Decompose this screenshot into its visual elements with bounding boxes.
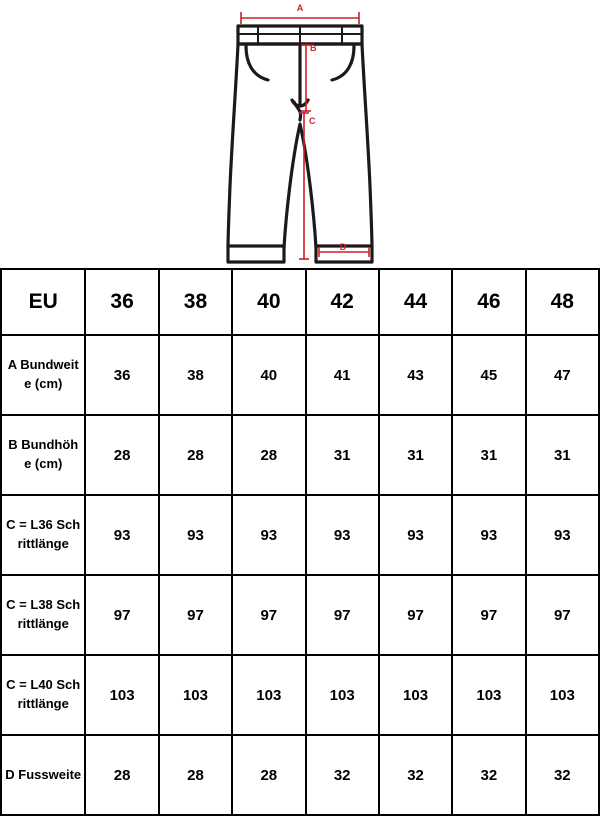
size-table bbox=[0, 268, 600, 816]
header-size-48: 48 bbox=[526, 269, 599, 335]
row-label-fussweite: D Fussweite bbox=[1, 735, 85, 815]
measurement-lines bbox=[241, 12, 369, 260]
cell-l36-38: 93 bbox=[159, 495, 232, 575]
cell-bundweite-38: 38 bbox=[159, 335, 232, 415]
cell-l40-46: 103 bbox=[452, 655, 525, 735]
cell-l36-46: 93 bbox=[452, 495, 525, 575]
cell-l38-38: 97 bbox=[159, 575, 232, 655]
cell-bundweite-42: 41 bbox=[306, 335, 379, 415]
cell-l40-44: 103 bbox=[379, 655, 452, 735]
label-C: C bbox=[309, 116, 316, 126]
cell-fussweite-42: 32 bbox=[306, 735, 379, 815]
cell-bundweite-40: 40 bbox=[232, 335, 305, 415]
cell-l40-38: 103 bbox=[159, 655, 232, 735]
header-size-44: 44 bbox=[379, 269, 452, 335]
cell-bundhoehe-36: 28 bbox=[85, 415, 158, 495]
cell-bundhoehe-44: 31 bbox=[379, 415, 452, 495]
cell-fussweite-36: 28 bbox=[85, 735, 158, 815]
row-label-l38: C = L38 Schrittlänge bbox=[1, 575, 85, 655]
pants-outline bbox=[228, 26, 372, 262]
cell-l36-48: 93 bbox=[526, 495, 599, 575]
table-header-row bbox=[1, 269, 599, 335]
pants-measurement-diagram bbox=[0, 0, 600, 268]
row-label-bundhoehe: B Bundhöhe (cm) bbox=[1, 415, 85, 495]
cell-l38-42: 97 bbox=[306, 575, 379, 655]
cell-l38-36: 97 bbox=[85, 575, 158, 655]
table-row bbox=[1, 575, 599, 655]
cell-fussweite-38: 28 bbox=[159, 735, 232, 815]
cell-bundweite-44: 43 bbox=[379, 335, 452, 415]
cell-bundweite-46: 45 bbox=[452, 335, 525, 415]
header-size-46: 46 bbox=[452, 269, 525, 335]
header-size-40: 40 bbox=[232, 269, 305, 335]
label-D: D bbox=[339, 242, 347, 252]
cell-l38-48: 97 bbox=[526, 575, 599, 655]
label-A: A bbox=[296, 3, 304, 13]
cell-l38-44: 97 bbox=[379, 575, 452, 655]
cell-l36-44: 93 bbox=[379, 495, 452, 575]
header-size-38: 38 bbox=[159, 269, 232, 335]
cell-fussweite-46: 32 bbox=[452, 735, 525, 815]
row-label-l40: C = L40 Schrittlänge bbox=[1, 655, 85, 735]
cell-l36-42: 93 bbox=[306, 495, 379, 575]
label-B: B bbox=[310, 43, 317, 53]
table-row bbox=[1, 735, 599, 815]
cell-fussweite-40: 28 bbox=[232, 735, 305, 815]
table-row bbox=[1, 495, 599, 575]
cell-l40-36: 103 bbox=[85, 655, 158, 735]
cell-l40-40: 103 bbox=[232, 655, 305, 735]
cell-l38-40: 97 bbox=[232, 575, 305, 655]
header-eu: EU bbox=[1, 269, 85, 335]
cell-bundhoehe-46: 31 bbox=[452, 415, 525, 495]
cell-l38-46: 97 bbox=[452, 575, 525, 655]
cell-bundhoehe-42: 31 bbox=[306, 415, 379, 495]
cell-l36-40: 93 bbox=[232, 495, 305, 575]
cell-l40-42: 103 bbox=[306, 655, 379, 735]
cell-fussweite-44: 32 bbox=[379, 735, 452, 815]
row-label-l36: C = L36 Schrittlänge bbox=[1, 495, 85, 575]
cell-bundhoehe-38: 28 bbox=[159, 415, 232, 495]
cell-bundweite-48: 47 bbox=[526, 335, 599, 415]
table-row bbox=[1, 335, 599, 415]
cell-bundhoehe-40: 28 bbox=[232, 415, 305, 495]
cell-l40-48: 103 bbox=[526, 655, 599, 735]
row-label-bundweite: A Bundweite (cm) bbox=[1, 335, 85, 415]
header-size-42: 42 bbox=[306, 269, 379, 335]
pants-illustration bbox=[0, 0, 600, 268]
cell-l36-36: 93 bbox=[85, 495, 158, 575]
cell-bundhoehe-48: 31 bbox=[526, 415, 599, 495]
table-row bbox=[1, 415, 599, 495]
header-size-36: 36 bbox=[85, 269, 158, 335]
table-row bbox=[1, 655, 599, 735]
cell-fussweite-48: 32 bbox=[526, 735, 599, 815]
cell-bundweite-36: 36 bbox=[85, 335, 158, 415]
